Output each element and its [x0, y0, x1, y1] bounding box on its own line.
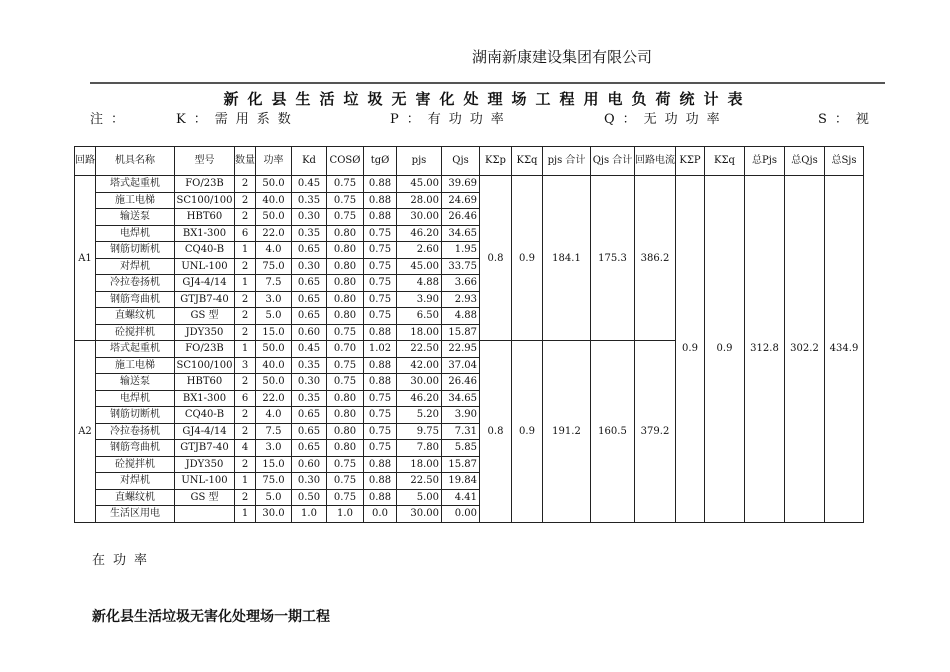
quantity-cell: 1 — [235, 275, 256, 292]
power-cell: 50.0 — [256, 374, 292, 391]
cos-phi-cell: 0.80 — [327, 390, 364, 407]
pjs-cell: 28.00 — [397, 192, 442, 209]
column-header: 功率 — [256, 147, 292, 176]
pjs-cell: 18.00 — [397, 324, 442, 341]
circuit-pjs-total: 184.1 — [543, 176, 591, 341]
circuit-label: A1 — [75, 176, 96, 341]
qjs-cell: 0.00 — [442, 506, 480, 523]
pjs-cell: 7.80 — [397, 440, 442, 457]
model-cell: HBT60 — [175, 209, 235, 226]
circuit-current: 379.2 — [635, 341, 676, 523]
model-cell: JDY350 — [175, 456, 235, 473]
tg-phi-cell: 0.88 — [364, 324, 397, 341]
note-s: S：视 — [818, 112, 877, 127]
model-cell: SC100/100 — [175, 357, 235, 374]
cos-phi-cell: 0.75 — [327, 192, 364, 209]
qjs-cell: 39.69 — [442, 176, 480, 193]
equipment-name-cell: 输送泵 — [96, 209, 175, 226]
circuit-ksq: 0.9 — [512, 176, 543, 341]
kd-cell: 0.35 — [292, 225, 327, 242]
cos-phi-cell: 0.75 — [327, 473, 364, 490]
power-cell: 5.0 — [256, 308, 292, 325]
note-q: Q：无功功率 — [604, 112, 728, 127]
power-cell: 15.0 — [256, 456, 292, 473]
cos-phi-cell: 0.80 — [327, 291, 364, 308]
equipment-name-cell: 施工电梯 — [96, 192, 175, 209]
kd-cell: 0.45 — [292, 176, 327, 193]
quantity-cell: 2 — [235, 324, 256, 341]
column-header: 数量 — [235, 147, 256, 176]
kd-cell: 0.60 — [292, 324, 327, 341]
kd-cell: 0.30 — [292, 209, 327, 226]
qjs-cell: 26.46 — [442, 374, 480, 391]
quantity-cell: 1 — [235, 506, 256, 523]
cos-phi-cell: 0.75 — [327, 456, 364, 473]
equipment-name-cell: 输送泵 — [96, 374, 175, 391]
pjs-cell: 6.50 — [397, 308, 442, 325]
equipment-name-cell: 对焊机 — [96, 473, 175, 490]
cos-phi-cell: 0.75 — [327, 324, 364, 341]
model-cell — [175, 506, 235, 523]
equipment-name-cell: 直螺纹机 — [96, 308, 175, 325]
tg-phi-cell: 0.88 — [364, 357, 397, 374]
power-cell: 15.0 — [256, 324, 292, 341]
qjs-cell: 3.90 — [442, 407, 480, 424]
cos-phi-cell: 0.80 — [327, 308, 364, 325]
circuit-label: A2 — [75, 341, 96, 523]
quantity-cell: 2 — [235, 374, 256, 391]
quantity-cell: 2 — [235, 308, 256, 325]
pjs-cell: 3.90 — [397, 291, 442, 308]
tg-phi-cell: 1.02 — [364, 341, 397, 358]
kd-cell: 0.30 — [292, 258, 327, 275]
column-header: 总Sjs — [825, 147, 864, 176]
pjs-cell: 22.50 — [397, 341, 442, 358]
pjs-cell: 45.00 — [397, 258, 442, 275]
kd-cell: 0.35 — [292, 357, 327, 374]
grand-qjs: 302.2 — [785, 176, 825, 523]
quantity-cell: 3 — [235, 357, 256, 374]
cos-phi-cell: 0.80 — [327, 407, 364, 424]
quantity-cell: 2 — [235, 258, 256, 275]
model-cell: HBT60 — [175, 374, 235, 391]
qjs-cell: 15.87 — [442, 324, 480, 341]
column-header: pjs — [397, 147, 442, 176]
quantity-cell: 6 — [235, 390, 256, 407]
equipment-name-cell: 电焊机 — [96, 225, 175, 242]
equipment-name-cell: 冷拉卷扬机 — [96, 275, 175, 292]
equipment-name-cell: 施工电梯 — [96, 357, 175, 374]
cos-phi-cell: 0.75 — [327, 209, 364, 226]
power-cell: 40.0 — [256, 357, 292, 374]
tg-phi-cell: 0.75 — [364, 390, 397, 407]
power-cell: 50.0 — [256, 176, 292, 193]
quantity-cell: 1 — [235, 341, 256, 358]
model-cell: UNL-100 — [175, 473, 235, 490]
model-cell: CQ40-B — [175, 242, 235, 259]
circuit-qjs-total: 160.5 — [591, 341, 635, 523]
column-header: COSØ — [327, 147, 364, 176]
tg-phi-cell: 0.88 — [364, 473, 397, 490]
pjs-cell: 5.00 — [397, 489, 442, 506]
tg-phi-cell: 0.75 — [364, 423, 397, 440]
circuit-qjs-total: 175.3 — [591, 176, 635, 341]
kd-cell: 0.45 — [292, 341, 327, 358]
quantity-cell: 1 — [235, 473, 256, 490]
kd-cell: 0.65 — [292, 308, 327, 325]
equipment-name-cell: 塔式起重机 — [96, 176, 175, 193]
model-cell: BX1-300 — [175, 225, 235, 242]
pjs-cell: 42.00 — [397, 357, 442, 374]
equipment-name-cell: 塔式起重机 — [96, 341, 175, 358]
cos-phi-cell: 1.0 — [327, 506, 364, 523]
column-header: tgØ — [364, 147, 397, 176]
model-cell: GTJB7-40 — [175, 440, 235, 457]
qjs-cell: 15.87 — [442, 456, 480, 473]
qjs-cell: 34.65 — [442, 225, 480, 242]
note-p: P：有功功率 — [390, 112, 512, 127]
quantity-cell: 6 — [235, 225, 256, 242]
qjs-cell: 37.04 — [442, 357, 480, 374]
power-cell: 50.0 — [256, 209, 292, 226]
kd-cell: 0.65 — [292, 275, 327, 292]
model-cell: CQ40-B — [175, 407, 235, 424]
column-header: Kd — [292, 147, 327, 176]
equipment-name-cell: 钢筋弯曲机 — [96, 291, 175, 308]
power-cell: 3.0 — [256, 440, 292, 457]
column-header: KΣq — [705, 147, 745, 176]
qjs-cell: 3.66 — [442, 275, 480, 292]
column-header: pjs 合计 — [543, 147, 591, 176]
model-cell: GTJB7-40 — [175, 291, 235, 308]
kd-cell: 0.60 — [292, 456, 327, 473]
header-rule — [90, 82, 885, 84]
note-k: K：需用系数 — [176, 112, 299, 127]
equipment-name-cell: 对焊机 — [96, 258, 175, 275]
equipment-name-cell: 电焊机 — [96, 390, 175, 407]
tg-phi-cell: 0.75 — [364, 407, 397, 424]
tg-phi-cell: 0.75 — [364, 275, 397, 292]
model-cell: FO/23B — [175, 176, 235, 193]
kd-cell: 0.65 — [292, 242, 327, 259]
quantity-cell: 1 — [235, 242, 256, 259]
kd-cell: 0.65 — [292, 407, 327, 424]
column-header: Qjs — [442, 147, 480, 176]
pjs-cell: 46.20 — [397, 225, 442, 242]
table-row — [75, 176, 864, 193]
note-label: 注： — [90, 112, 133, 127]
pjs-cell: 30.00 — [397, 209, 442, 226]
kd-cell: 0.35 — [292, 390, 327, 407]
note-continuation: 在功率 — [92, 553, 156, 568]
load-table — [74, 146, 864, 523]
model-cell: UNL-100 — [175, 258, 235, 275]
qjs-cell: 33.75 — [442, 258, 480, 275]
qjs-cell: 1.95 — [442, 242, 480, 259]
tg-phi-cell: 0.75 — [364, 242, 397, 259]
pjs-cell: 5.20 — [397, 407, 442, 424]
pjs-cell: 30.00 — [397, 374, 442, 391]
power-cell: 3.0 — [256, 291, 292, 308]
equipment-name-cell: 生活区用电 — [96, 506, 175, 523]
quantity-cell: 2 — [235, 423, 256, 440]
quantity-cell: 2 — [235, 489, 256, 506]
power-cell: 75.0 — [256, 258, 292, 275]
equipment-name-cell: 冷拉卷扬机 — [96, 423, 175, 440]
kd-cell: 0.35 — [292, 192, 327, 209]
cos-phi-cell: 0.80 — [327, 225, 364, 242]
equipment-name-cell: 直螺纹机 — [96, 489, 175, 506]
column-header: 回路 — [75, 147, 96, 176]
pjs-cell: 45.00 — [397, 176, 442, 193]
kd-cell: 0.30 — [292, 374, 327, 391]
circuit-ksp: 0.8 — [480, 176, 512, 341]
grand-sjs: 434.9 — [825, 176, 864, 523]
pjs-cell: 9.75 — [397, 423, 442, 440]
tg-phi-cell: 0.88 — [364, 374, 397, 391]
quantity-cell: 2 — [235, 291, 256, 308]
cos-phi-cell: 0.70 — [327, 341, 364, 358]
tg-phi-cell: 0.75 — [364, 258, 397, 275]
kd-cell: 0.50 — [292, 489, 327, 506]
tg-phi-cell: 0.88 — [364, 209, 397, 226]
qjs-cell: 5.85 — [442, 440, 480, 457]
model-cell: SC100/100 — [175, 192, 235, 209]
project-name: 新化县生活垃圾无害化处理场一期工程 — [92, 609, 330, 625]
kd-cell: 0.65 — [292, 291, 327, 308]
circuit-pjs-total: 191.2 — [543, 341, 591, 523]
equipment-name-cell: 砼搅拌机 — [96, 456, 175, 473]
column-header: 总Qjs — [785, 147, 825, 176]
model-cell: GJ4-4/14 — [175, 275, 235, 292]
tg-phi-cell: 0.88 — [364, 192, 397, 209]
cos-phi-cell: 0.75 — [327, 357, 364, 374]
qjs-cell: 2.93 — [442, 291, 480, 308]
kd-cell: 1.0 — [292, 506, 327, 523]
quantity-cell: 2 — [235, 192, 256, 209]
model-cell: BX1-300 — [175, 390, 235, 407]
column-header: Qjs 合计 — [591, 147, 635, 176]
model-cell: GJ4-4/14 — [175, 423, 235, 440]
qjs-cell: 34.65 — [442, 390, 480, 407]
tg-phi-cell: 0.88 — [364, 176, 397, 193]
tg-phi-cell: 0.75 — [364, 291, 397, 308]
power-cell: 40.0 — [256, 192, 292, 209]
tg-phi-cell: 0.88 — [364, 456, 397, 473]
quantity-cell: 2 — [235, 407, 256, 424]
quantity-cell: 2 — [235, 209, 256, 226]
pjs-cell: 22.50 — [397, 473, 442, 490]
document-title: 新化县生活垃圾无害化处理场工程用电负荷统计表 — [223, 90, 752, 108]
tg-phi-cell: 0.75 — [364, 440, 397, 457]
qjs-cell: 19.84 — [442, 473, 480, 490]
model-cell: GS 型 — [175, 308, 235, 325]
kd-cell: 0.30 — [292, 473, 327, 490]
cos-phi-cell: 0.75 — [327, 374, 364, 391]
equipment-name-cell: 钢筋切断机 — [96, 407, 175, 424]
circuit-current: 386.2 — [635, 176, 676, 341]
column-header: KΣp — [480, 147, 512, 176]
power-cell: 7.5 — [256, 423, 292, 440]
cos-phi-cell: 0.80 — [327, 258, 364, 275]
pjs-cell: 18.00 — [397, 456, 442, 473]
pjs-cell: 4.88 — [397, 275, 442, 292]
power-cell: 50.0 — [256, 341, 292, 358]
qjs-cell: 24.69 — [442, 192, 480, 209]
pjs-cell: 30.00 — [397, 506, 442, 523]
power-cell: 5.0 — [256, 489, 292, 506]
header-row — [75, 147, 864, 176]
tg-phi-cell: 0.0 — [364, 506, 397, 523]
qjs-cell: 26.46 — [442, 209, 480, 226]
column-header: 机具名称 — [96, 147, 175, 176]
column-header: 总Pjs — [745, 147, 785, 176]
cos-phi-cell: 0.80 — [327, 423, 364, 440]
power-cell: 7.5 — [256, 275, 292, 292]
quantity-cell: 2 — [235, 456, 256, 473]
grand-pjs: 312.8 — [745, 176, 785, 523]
grand-ksq: 0.9 — [705, 176, 745, 523]
circuit-ksp: 0.8 — [480, 341, 512, 523]
tg-phi-cell: 0.75 — [364, 308, 397, 325]
model-cell: FO/23B — [175, 341, 235, 358]
pjs-cell: 2.60 — [397, 242, 442, 259]
cos-phi-cell: 0.80 — [327, 440, 364, 457]
cos-phi-cell: 0.75 — [327, 489, 364, 506]
kd-cell: 0.65 — [292, 423, 327, 440]
company-name: 湖南新康建设集团有限公司 — [472, 48, 653, 66]
table-body — [75, 147, 864, 523]
model-cell: JDY350 — [175, 324, 235, 341]
tg-phi-cell: 0.88 — [364, 489, 397, 506]
cos-phi-cell: 0.80 — [327, 242, 364, 259]
tg-phi-cell: 0.75 — [364, 225, 397, 242]
column-header: 回路电流 — [635, 147, 676, 176]
qjs-cell: 22.95 — [442, 341, 480, 358]
power-cell: 4.0 — [256, 242, 292, 259]
model-cell: GS 型 — [175, 489, 235, 506]
qjs-cell: 4.41 — [442, 489, 480, 506]
circuit-ksq: 0.9 — [512, 341, 543, 523]
column-header: KΣq — [512, 147, 543, 176]
qjs-cell: 4.88 — [442, 308, 480, 325]
column-header: 型号 — [175, 147, 235, 176]
power-cell: 22.0 — [256, 390, 292, 407]
equipment-name-cell: 钢筋切断机 — [96, 242, 175, 259]
quantity-cell: 4 — [235, 440, 256, 457]
power-cell: 4.0 — [256, 407, 292, 424]
qjs-cell: 7.31 — [442, 423, 480, 440]
pjs-cell: 46.20 — [397, 390, 442, 407]
cos-phi-cell: 0.75 — [327, 176, 364, 193]
quantity-cell: 2 — [235, 176, 256, 193]
kd-cell: 0.65 — [292, 440, 327, 457]
equipment-name-cell: 砼搅拌机 — [96, 324, 175, 341]
power-cell: 30.0 — [256, 506, 292, 523]
grand-ksp: 0.9 — [676, 176, 705, 523]
power-cell: 75.0 — [256, 473, 292, 490]
column-header: KΣP — [676, 147, 705, 176]
cos-phi-cell: 0.80 — [327, 275, 364, 292]
power-cell: 22.0 — [256, 225, 292, 242]
equipment-name-cell: 钢筋弯曲机 — [96, 440, 175, 457]
